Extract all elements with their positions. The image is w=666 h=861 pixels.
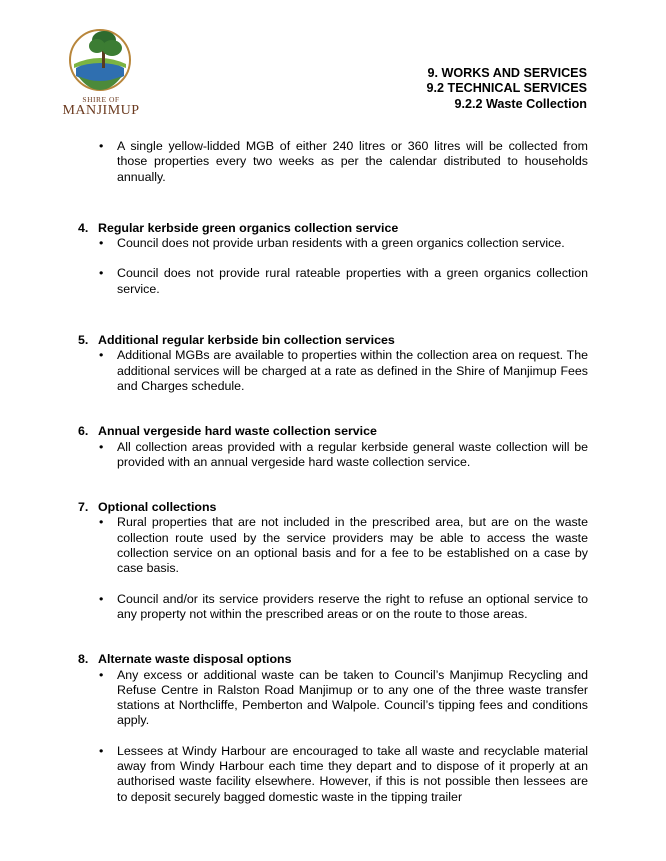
section-number: 8. bbox=[78, 652, 89, 667]
list-item: • Council does not provide rural rateable properties with a green organics collection service. bbox=[99, 266, 588, 296]
shire-of-manjimup-logo-icon bbox=[62, 24, 140, 96]
document-header bbox=[427, 66, 588, 112]
list-item: • Council and/or its service providers reserve the right to refuse an optional service to any property not within the prescribed areas or on the route to those areas. bbox=[99, 591, 588, 621]
bullet-icon: • bbox=[99, 743, 104, 758]
list-item: • Council does not provide urban residents with a green organics collection service. bbox=[99, 236, 565, 251]
header-section: 9.2 TECHNICAL SERVICES bbox=[426, 81, 587, 96]
section-4 bbox=[78, 221, 588, 297]
logo-text-line2: MANJIMUP bbox=[62, 103, 140, 118]
list-item: • Any excess or additional waste can be taken to Council’s Manjimup Recycling and Refuse Centre in Ralston Road Manjimup or to any one of the three waste transfer stations at Northcliffe, Pemberton and Walpole. Council’s tipping fees and conditions apply. bbox=[99, 667, 588, 728]
bullet-icon: • bbox=[99, 667, 104, 682]
bullet-list bbox=[78, 236, 588, 297]
section-7 bbox=[78, 500, 588, 622]
logo-text-line1: SHIRE OF bbox=[82, 95, 120, 104]
header-chapter: 9. WORKS AND SERVICES bbox=[427, 66, 587, 80]
section-number: 7. bbox=[78, 500, 89, 515]
list-item: • Rural properties that are not included in the prescribed area, but are on the waste collection route used by the service providers may be able to access the waste collection service on an optional basis and for a fee to be established on a case by case basis. bbox=[99, 515, 588, 576]
intro-bullet-list bbox=[78, 139, 588, 185]
list-item: • A single yellow-lidded MGB of either 240 litres or 360 litres will be collected from those properties every two weeks as per the calendar distributed to households annually. bbox=[99, 139, 588, 184]
bullet-list bbox=[78, 440, 588, 471]
bullet-list bbox=[78, 348, 588, 394]
section-title: Optional collections bbox=[98, 500, 217, 515]
list-item: • Additional MGBs are available to properties within the collection area on request. The additional services will be charged at a rate as defined in the Shire of Manjimup Fees and Charges schedule. bbox=[99, 348, 588, 393]
section-6 bbox=[78, 424, 588, 470]
bullet-icon: • bbox=[99, 139, 104, 153]
bullet-icon: • bbox=[99, 591, 104, 606]
bullet-icon: • bbox=[99, 266, 104, 281]
section-8 bbox=[78, 652, 588, 805]
section-number: 6. bbox=[78, 424, 89, 439]
bullet-list bbox=[78, 668, 588, 805]
section-title: Regular kerbside green organics collection service bbox=[98, 220, 399, 235]
header-subsection: 9.2.2 Waste Collection bbox=[454, 96, 587, 111]
bullet-icon: • bbox=[99, 348, 104, 363]
bullet-icon: • bbox=[99, 515, 104, 530]
document-body bbox=[78, 139, 588, 805]
bullet-icon: • bbox=[99, 236, 104, 251]
section-5 bbox=[78, 333, 588, 394]
shire-logo bbox=[62, 24, 140, 116]
list-item: • All collection areas provided with a regular kerbside general waste collection will be provided with an annual vergeside hard waste collection service. bbox=[99, 439, 588, 469]
section-number: 5. bbox=[78, 333, 89, 348]
section-title: Alternate waste disposal options bbox=[98, 652, 292, 667]
list-item: • Lessees at Windy Harbour are encouraged to take all waste and recyclable material away from Windy Harbour each time they depart and to dispose of it properly at an authorised waste facility elsewhere. However, if this is not possible then lessees are to deposit securely bagged domestic waste in the tipping trailer bbox=[99, 743, 588, 804]
section-title: Additional regular kerbside bin collection services bbox=[98, 333, 395, 348]
bullet-icon: • bbox=[99, 439, 104, 454]
section-title: Annual vergeside hard waste collection service bbox=[98, 424, 377, 439]
bullet-list bbox=[78, 515, 588, 622]
section-number: 4. bbox=[78, 220, 89, 235]
